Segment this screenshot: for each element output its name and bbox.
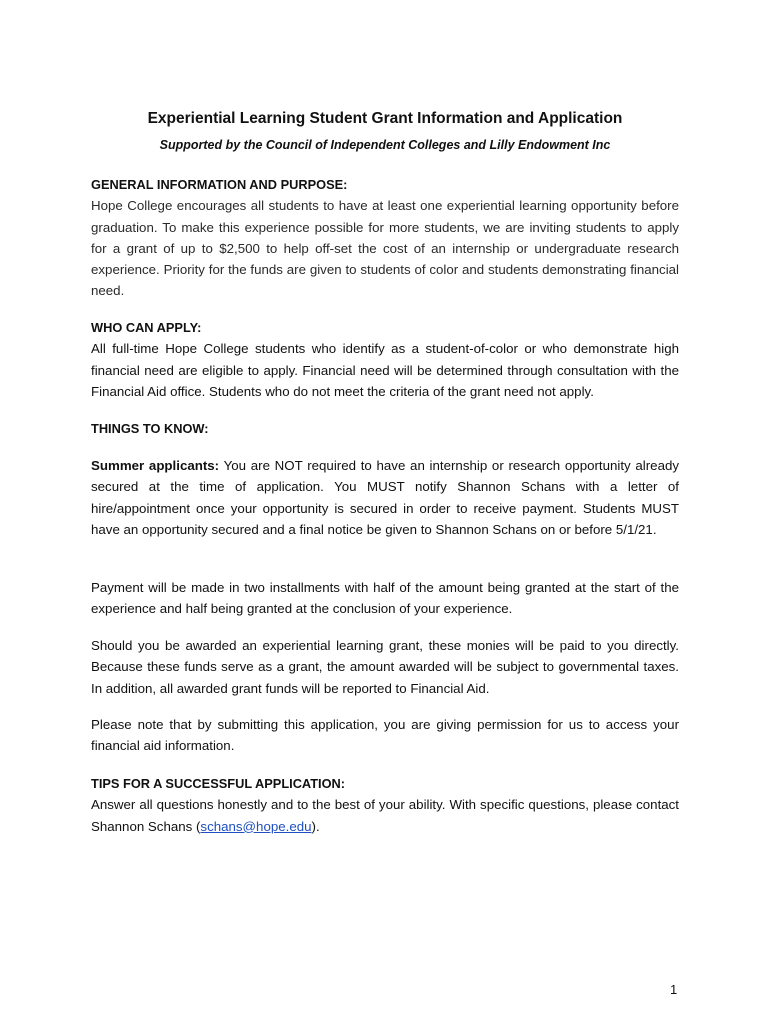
summer-label: Summer applicants: — [91, 458, 220, 473]
document-subtitle: Supported by the Council of Independent Colleges and Lilly Endowment Inc — [159, 138, 611, 152]
permission-paragraph: Please note that by submitting this application, you are giving permission for us to access your financial aid information. — [91, 717, 679, 754]
summer-paragraph — [91, 455, 679, 540]
tips-heading: TIPS FOR A SUCCESSFUL APPLICATION: — [91, 776, 346, 791]
payment-paragraph: Payment will be made in two installments with half of the amount being granted at the start of the experience and half being granted at the conclusion of your experience. — [91, 580, 679, 617]
who-heading: WHO CAN APPLY: — [91, 320, 202, 335]
general-heading: GENERAL INFORMATION AND PURPOSE: — [91, 177, 348, 192]
things-heading: THINGS TO KNOW: — [91, 421, 209, 436]
tips-body-before: Answer all questions honestly and to the best of your ability. With specific questions, please contact Shannon Schans ( — [91, 797, 679, 834]
general-section — [91, 174, 679, 302]
tips-body — [91, 794, 679, 837]
who-body: All full-time Hope College students who identify as a student-of-color or who demonstrate high financial need are eligible to apply. Financial need will be determined through consultation with the Financial Aid office. Students who do not meet the criteria of the grant need not apply. — [91, 341, 679, 399]
general-body: Hope College encourages all students to have at least one experiential learning opportunity before graduation. To make this experience possible for more students, we are inviting students to apply for a grant of up to $2,500 to help off-set the cost of an internship or undergraduate research experience. Priority for the funds are given to students of color and students demonstrating financial need. — [91, 198, 679, 299]
awarded-paragraph: Should you be awarded an experiential learning grant, these monies will be paid to you directly. Because these funds serve as a grant, the amount awarded will be subject to governmental taxes. In addition, all awarded grant funds will be reported to Financial Aid. — [91, 638, 679, 696]
things-section — [91, 418, 679, 439]
email-link[interactable]: schans@hope.edu — [200, 818, 312, 834]
who-section — [91, 317, 679, 402]
page-number: 1 — [670, 982, 678, 997]
summer-body: You are NOT required to have an internship or research opportunity already secured at the time of application. You MUST notify Shannon Schans with a letter of hire/appointment once your opportunity is secured in order to receive payment. Students MUST have an opportunity secured and a final notice be given to Shannon Schans on or before 5/1/21. — [91, 458, 680, 537]
tips-section — [91, 773, 679, 837]
tips-body-after: ). — [311, 818, 320, 834]
document-title: Experiential Learning Student Grant Information and Application — [147, 110, 623, 127]
